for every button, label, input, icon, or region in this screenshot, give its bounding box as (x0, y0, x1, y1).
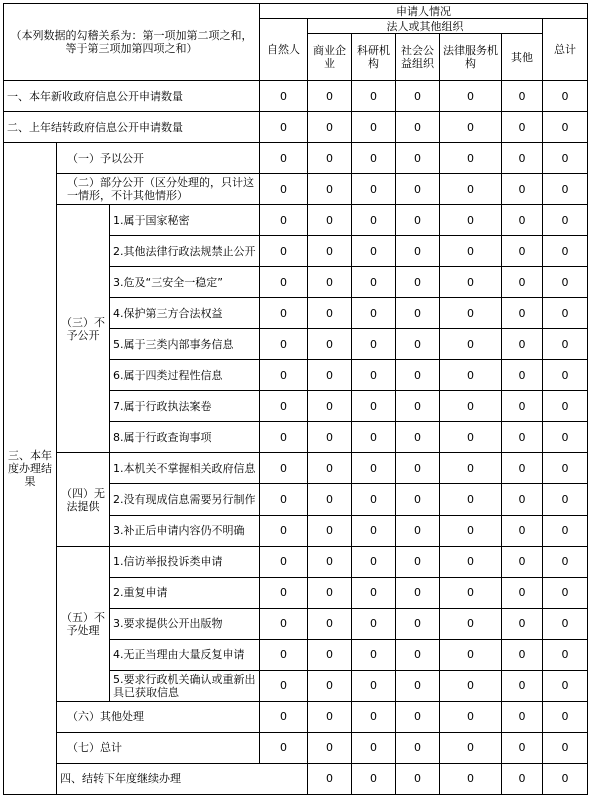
header-social: 社会公益组织 (396, 34, 440, 81)
cell-legal-service: 0 (440, 360, 502, 391)
cell-commercial: 0 (308, 515, 352, 546)
row-label: 2.其他法律行政法规禁止公开 (110, 236, 260, 267)
cell-total: 0 (543, 670, 588, 701)
cell-commercial: 0 (308, 236, 352, 267)
cell-natural: 0 (260, 174, 308, 205)
cell-total: 0 (543, 484, 588, 515)
cell-research: 0 (352, 701, 396, 732)
cell-research: 0 (352, 391, 396, 422)
cell-social: 0 (396, 329, 440, 360)
cell-commercial: 0 (308, 360, 352, 391)
cell-research: 0 (352, 81, 396, 112)
row-label: 6.属于四类过程性信息 (110, 360, 260, 391)
cell-other: 0 (502, 515, 543, 546)
cell-natural: 0 (308, 763, 352, 794)
table-row (4, 546, 588, 577)
cell-natural: 0 (260, 112, 308, 143)
cell-commercial: 0 (308, 484, 352, 515)
table-row (4, 701, 588, 732)
cell-commercial: 0 (308, 732, 352, 763)
cell-other: 0 (502, 732, 543, 763)
cell-research: 0 (352, 205, 396, 236)
cell-research: 0 (352, 174, 396, 205)
cell-research: 0 (352, 546, 396, 577)
cell-total: 0 (543, 236, 588, 267)
cell-research: 0 (352, 732, 396, 763)
header-other: 其他 (502, 34, 543, 81)
cell-other: 0 (502, 577, 543, 608)
cell-social: 0 (396, 360, 440, 391)
cell-research: 0 (352, 670, 396, 701)
cell-natural: 0 (260, 608, 308, 639)
cell-legal-service: 0 (440, 701, 502, 732)
table-row (4, 112, 588, 143)
cell-total: 0 (543, 391, 588, 422)
cell-natural: 0 (260, 639, 308, 670)
cell-legal-service: 0 (440, 174, 502, 205)
row-label: （一）予以公开 (57, 143, 260, 174)
cell-commercial: 0 (308, 670, 352, 701)
cell-other: 0 (502, 143, 543, 174)
cell-legal-service: 0 (440, 391, 502, 422)
cell-legal-service: 0 (440, 515, 502, 546)
cell-research: 0 (352, 298, 396, 329)
cell-social: 0 (396, 732, 440, 763)
row-label: 一、本年新收政府信息公开申请数量 (4, 81, 260, 112)
cell-social: 0 (396, 639, 440, 670)
cell-other: 0 (502, 391, 543, 422)
cell-legal-service: 0 (440, 732, 502, 763)
cell-total: 0 (543, 577, 588, 608)
cell-total: 0 (543, 205, 588, 236)
cell-commercial: 0 (308, 422, 352, 453)
row-label: 2.没有现成信息需要另行制作 (110, 484, 260, 515)
cell-commercial: 0 (352, 763, 396, 794)
cell-natural: 0 (260, 360, 308, 391)
header-commercial: 商业企业 (308, 34, 352, 81)
cell-commercial: 0 (308, 577, 352, 608)
cell-natural: 0 (260, 298, 308, 329)
cell-other: 0 (502, 205, 543, 236)
row-label: 3.要求提供公开出版物 (110, 608, 260, 639)
cell-social: 0 (396, 267, 440, 298)
cell-research: 0 (352, 422, 396, 453)
cell-research: 0 (352, 236, 396, 267)
cell-total: 0 (543, 453, 588, 484)
cell-legal-service: 0 (440, 608, 502, 639)
cell-social: 0 (396, 298, 440, 329)
header-natural-person: 自然人 (260, 19, 308, 81)
cell-research: 0 (352, 360, 396, 391)
cell-legal-service: 0 (440, 329, 502, 360)
cell-total: 0 (543, 360, 588, 391)
header-research: 科研机构 (352, 34, 396, 81)
row-label: 2.重复申请 (110, 577, 260, 608)
cell-other: 0 (502, 701, 543, 732)
cell-commercial: 0 (308, 639, 352, 670)
table-row (4, 205, 588, 236)
cell-legal-service: 0 (502, 763, 543, 794)
cell-other: 0 (502, 267, 543, 298)
cell-other: 0 (502, 546, 543, 577)
row-label: 5.属于三类内部事务信息 (110, 329, 260, 360)
header-legal-group: 法人或其他组织 (308, 19, 543, 34)
cell-total: 0 (543, 112, 588, 143)
cell-total: 0 (543, 81, 588, 112)
cell-natural: 0 (260, 577, 308, 608)
cell-natural: 0 (260, 391, 308, 422)
row-label: 3.危及“三安全一稳定” (110, 267, 260, 298)
cell-other: 0 (502, 81, 543, 112)
cell-social: 0 (396, 453, 440, 484)
row-label: 1.本机关不掌握相关政府信息 (110, 453, 260, 484)
cell-commercial: 0 (308, 205, 352, 236)
row-label: 7.属于行政执法案卷 (110, 391, 260, 422)
cell-legal-service: 0 (440, 577, 502, 608)
cell-legal-service: 0 (440, 639, 502, 670)
cell-legal-service: 0 (440, 143, 502, 174)
row-label: 四、结转下年度继续办理 (57, 763, 308, 794)
cell-total: 0 (543, 639, 588, 670)
cell-social: 0 (396, 236, 440, 267)
cell-commercial: 0 (308, 174, 352, 205)
group-label-result: 三、本年度办理结果 (4, 143, 57, 795)
row-label: 8.属于行政查询事项 (110, 422, 260, 453)
cell-total: 0 (543, 298, 588, 329)
cell-legal-service: 0 (440, 267, 502, 298)
cell-commercial: 0 (308, 143, 352, 174)
cell-natural: 0 (260, 81, 308, 112)
cell-other: 0 (502, 298, 543, 329)
cell-total: 0 (543, 608, 588, 639)
cell-commercial: 0 (308, 453, 352, 484)
cell-natural: 0 (260, 422, 308, 453)
cell-legal-service: 0 (440, 112, 502, 143)
cell-commercial: 0 (308, 329, 352, 360)
cell-other: 0 (502, 422, 543, 453)
cell-legal-service: 0 (440, 670, 502, 701)
cell-other: 0 (543, 763, 588, 794)
table-row (4, 732, 588, 763)
cell-research: 0 (352, 577, 396, 608)
row-label: 5.要求行政机关确认或重新出具已获取信息 (110, 670, 260, 701)
cell-commercial: 0 (308, 701, 352, 732)
cell-total: 0 (543, 143, 588, 174)
cell-other: 0 (502, 639, 543, 670)
table-row (4, 81, 588, 112)
cell-research: 0 (352, 329, 396, 360)
header-applicant: 申请人情况 (260, 4, 588, 19)
cell-commercial: 0 (308, 391, 352, 422)
row-label: 4.保护第三方合法权益 (110, 298, 260, 329)
cell-social: 0 (396, 205, 440, 236)
cell-total: 0 (543, 546, 588, 577)
cell-legal-service: 0 (440, 236, 502, 267)
row-label: （二）部分公开（区分处理的，只计这一情形，不计其他情形） (57, 174, 260, 205)
cell-research: 0 (352, 143, 396, 174)
cell-other: 0 (502, 174, 543, 205)
cell-social: 0 (396, 143, 440, 174)
cell-commercial: 0 (308, 81, 352, 112)
cell-research: 0 (396, 763, 440, 794)
cell-research: 0 (352, 484, 396, 515)
table-row (4, 453, 588, 484)
group-label-not-handle: （五）不予处理 (57, 546, 110, 701)
cell-research: 0 (352, 639, 396, 670)
cell-research: 0 (352, 608, 396, 639)
row-label: 1.信访举报投诉类申请 (110, 546, 260, 577)
cell-social: 0 (396, 546, 440, 577)
cell-other: 0 (502, 484, 543, 515)
group-label-not-public: （三）不予公开 (57, 205, 110, 453)
cell-natural: 0 (260, 453, 308, 484)
cell-total: 0 (543, 267, 588, 298)
cell-social: 0 (396, 515, 440, 546)
cell-social: 0 (396, 608, 440, 639)
table-row (4, 174, 588, 205)
cell-total: 0 (543, 515, 588, 546)
cell-other: 0 (502, 329, 543, 360)
cell-other: 0 (502, 236, 543, 267)
cell-natural: 0 (260, 546, 308, 577)
row-label: （六）其他处理 (57, 701, 260, 732)
row-label: 二、上年结转政府信息公开申请数量 (4, 112, 260, 143)
cell-research: 0 (352, 267, 396, 298)
header-total: 总计 (543, 19, 588, 81)
cell-social: 0 (396, 112, 440, 143)
cell-legal-service: 0 (440, 81, 502, 112)
cell-natural: 0 (260, 236, 308, 267)
cell-total: 0 (543, 174, 588, 205)
cell-commercial: 0 (308, 608, 352, 639)
cell-legal-service: 0 (440, 422, 502, 453)
cell-social: 0 (396, 484, 440, 515)
group-label-unable: （四）无法提供 (57, 453, 110, 546)
cell-social: 0 (396, 670, 440, 701)
cell-other: 0 (502, 670, 543, 701)
cell-social: 0 (396, 577, 440, 608)
cell-natural: 0 (260, 732, 308, 763)
table-row (4, 143, 588, 174)
cell-commercial: 0 (308, 267, 352, 298)
header-note: （本列数据的勾稽关系为：第一项加第二项之和，等于第三项加第四项之和） (4, 4, 260, 81)
cell-natural: 0 (260, 267, 308, 298)
cell-legal-service: 0 (440, 298, 502, 329)
cell-other: 0 (502, 453, 543, 484)
cell-other: 0 (502, 112, 543, 143)
cell-natural: 0 (260, 329, 308, 360)
row-label: 3.补正后申请内容仍不明确 (110, 515, 260, 546)
cell-natural: 0 (260, 670, 308, 701)
row-label: 1.属于国家秘密 (110, 205, 260, 236)
cell-social: 0 (396, 701, 440, 732)
cell-social: 0 (396, 174, 440, 205)
info-disclosure-table (3, 3, 588, 795)
cell-total: 0 (543, 701, 588, 732)
cell-commercial: 0 (308, 298, 352, 329)
cell-total: 0 (543, 422, 588, 453)
cell-natural: 0 (260, 701, 308, 732)
cell-legal-service: 0 (440, 484, 502, 515)
cell-legal-service: 0 (440, 546, 502, 577)
row-label: （七）总计 (57, 732, 260, 763)
cell-other: 0 (502, 360, 543, 391)
cell-social: 0 (396, 391, 440, 422)
cell-commercial: 0 (308, 112, 352, 143)
cell-natural: 0 (260, 143, 308, 174)
cell-social: 0 (396, 81, 440, 112)
cell-social: 0 (440, 763, 502, 794)
header-legal-service: 法律服务机构 (440, 34, 502, 81)
cell-natural: 0 (260, 205, 308, 236)
table-row (4, 763, 588, 794)
cell-research: 0 (352, 112, 396, 143)
cell-natural: 0 (260, 515, 308, 546)
cell-legal-service: 0 (440, 453, 502, 484)
cell-commercial: 0 (308, 546, 352, 577)
cell-other: 0 (502, 608, 543, 639)
cell-research: 0 (352, 453, 396, 484)
cell-total: 0 (543, 329, 588, 360)
cell-social: 0 (396, 422, 440, 453)
cell-legal-service: 0 (440, 205, 502, 236)
cell-total: 0 (543, 732, 588, 763)
cell-natural: 0 (260, 484, 308, 515)
cell-research: 0 (352, 515, 396, 546)
row-label: 4.无正当理由大量反复申请 (110, 639, 260, 670)
